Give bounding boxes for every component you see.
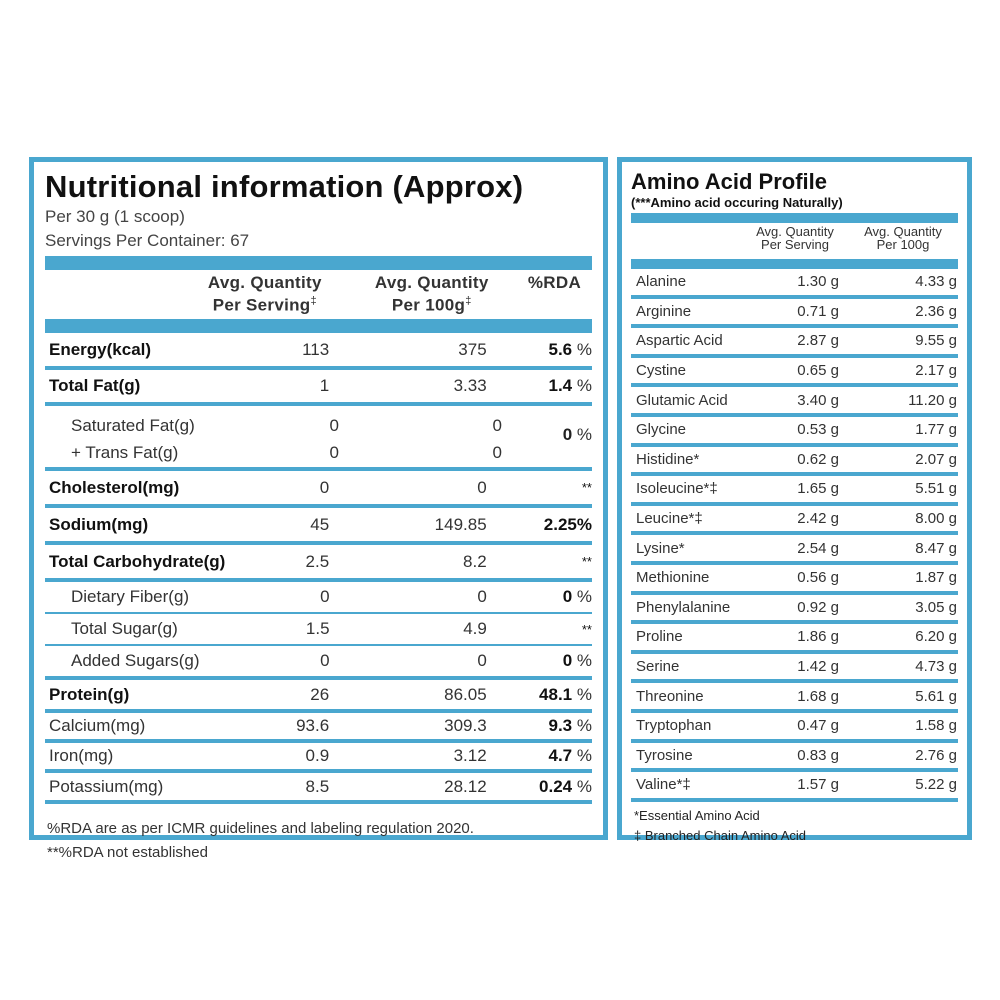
- row-per100: 0: [477, 587, 487, 606]
- row-per100: 86.05: [444, 684, 487, 704]
- row-name: Sodium(mg): [49, 514, 149, 534]
- header-bar-top: [45, 256, 592, 270]
- row-name: Leucine*‡: [636, 510, 703, 528]
- row-serving: 1: [319, 376, 330, 395]
- row-serving: 0.83 g: [797, 746, 839, 764]
- row-name: Potassium(mg): [49, 776, 164, 796]
- table-row: [45, 471, 592, 508]
- row-per100: 11.20 g: [908, 391, 957, 409]
- rda-value: 0: [562, 587, 573, 606]
- amino-acid-panel: [617, 157, 972, 843]
- row-serving: 2.42 g: [797, 510, 839, 528]
- row-per100: 28.12: [444, 776, 487, 796]
- row-rda: [487, 587, 592, 607]
- row-name: Valine*‡: [636, 776, 691, 794]
- row-per100: 3.05 g: [915, 598, 957, 616]
- row-name: Total Fat(g): [49, 376, 141, 395]
- rda-value: 0: [562, 425, 573, 444]
- table-row: [631, 713, 958, 743]
- row-rda: [487, 340, 592, 360]
- row-per100: 5.51 g: [915, 480, 957, 498]
- row-per100: 9.55 g: [915, 332, 957, 350]
- amino-title: Amino Acid Profile: [631, 169, 827, 194]
- row-name: Dietary Fiber(g): [71, 587, 190, 606]
- row-name: Isoleucine*‡: [636, 480, 718, 498]
- table-row: [631, 683, 958, 713]
- row-per100: 4.9: [463, 619, 487, 638]
- row-serving: 1.30 g: [797, 273, 839, 291]
- row-name: Glutamic Acid: [636, 391, 728, 409]
- row-per100: 5.22 g: [915, 776, 957, 794]
- row-name: Alanine: [636, 273, 687, 291]
- row-per100: 1.87 g: [915, 569, 957, 587]
- table-row: [45, 333, 592, 370]
- nutrition-rows: [45, 333, 592, 804]
- serving-size: Per 30 g (1 scoop): [45, 207, 185, 226]
- row-serving: 0.71 g: [797, 302, 839, 320]
- table-row: [631, 535, 958, 565]
- amino-header-bar-top: [631, 213, 958, 223]
- rda-pct: %: [572, 684, 592, 704]
- fat-subgroup: [45, 406, 592, 471]
- rda-value: 0.24: [539, 776, 573, 796]
- table-row: [631, 743, 958, 773]
- row-per100: 6.20 g: [915, 628, 957, 646]
- rda-pct: %: [572, 376, 592, 395]
- row-serving: 0.92 g: [797, 598, 839, 616]
- row-serving: 45: [310, 514, 330, 534]
- row-per100: 3.12: [453, 746, 487, 765]
- header-per-serving-line2: Per Serving: [212, 295, 311, 315]
- table-row: [45, 545, 592, 582]
- amino-subtitle: (***Amino acid occuring Naturally): [631, 195, 843, 210]
- amino-header-bar-bottom: [631, 259, 958, 269]
- footnote-bcaa: ‡ Branched Chain Amino Acid: [634, 827, 806, 843]
- row-serving: 0: [319, 477, 330, 497]
- rda-value: 48.1: [539, 684, 573, 704]
- amino-header-per-serving: [745, 225, 845, 251]
- row-serving: 1.86 g: [797, 628, 839, 646]
- row-serving: 1.42 g: [797, 658, 839, 676]
- row-rda: [487, 480, 592, 495]
- row-per100: 8.00 g: [915, 510, 957, 528]
- table-row: [631, 654, 958, 684]
- header-rda: %RDA: [527, 273, 582, 292]
- row-rda: [487, 651, 592, 671]
- table-row: [631, 772, 958, 802]
- row-name: Cholesterol(mg): [49, 477, 180, 497]
- table-row: [45, 582, 592, 614]
- rda-value: **: [581, 480, 592, 495]
- row-rda: [487, 554, 592, 569]
- fat-subgroup-rda: [483, 425, 592, 445]
- row-serving: 8.5: [305, 776, 330, 796]
- row-per100: 5.61 g: [915, 687, 957, 705]
- row-per100: 2.36 g: [915, 302, 957, 320]
- row-serving: 26: [310, 684, 330, 704]
- row-name: Glycine: [636, 421, 687, 439]
- row-per100: 309.3: [444, 716, 487, 735]
- rda-pct: %: [572, 776, 592, 796]
- amino-footnotes: [631, 806, 958, 846]
- row-name: Iron(mg): [49, 746, 114, 765]
- table-row: [45, 412, 502, 440]
- rda-value: 9.3: [548, 716, 573, 735]
- row-serving: 0: [320, 587, 330, 606]
- row-per100: 375: [458, 339, 487, 359]
- row-name: + Trans Fat(g): [71, 443, 179, 462]
- rda-value: 1.4: [548, 376, 573, 395]
- table-row: [631, 269, 958, 299]
- nutrition-table-header: [45, 270, 592, 319]
- row-serving: 0.9: [305, 746, 330, 765]
- row-name: Saturated Fat(g): [71, 416, 195, 435]
- table-row: [45, 773, 592, 804]
- amino-header-serv-line1: Avg. Quantity: [756, 224, 834, 239]
- table-row: [631, 476, 958, 506]
- amino-table-header: [631, 223, 958, 259]
- row-rda: [487, 777, 592, 797]
- table-row: [45, 508, 592, 545]
- header-per-100g: [357, 273, 507, 315]
- header-per-serving: [185, 273, 345, 315]
- table-row: [631, 299, 958, 329]
- row-name: Histidine*: [636, 450, 700, 468]
- row-per100: 1.58 g: [915, 717, 957, 735]
- row-serving: 0.56 g: [797, 569, 839, 587]
- table-row: [631, 328, 958, 358]
- rda-pct: %: [572, 746, 592, 765]
- row-name: Threonine: [636, 687, 704, 705]
- servings-per-container: Servings Per Container: 67: [45, 231, 250, 250]
- row-name: Methionine: [636, 569, 710, 587]
- row-serving: 113: [302, 339, 330, 359]
- row-serving: 1.68 g: [797, 687, 839, 705]
- rda-value: 5.6: [548, 339, 573, 359]
- row-per100: 0: [477, 477, 487, 497]
- row-serving: 1.5: [305, 619, 330, 638]
- amino-header-per-100g: [853, 225, 953, 251]
- table-row: [45, 680, 592, 713]
- row-name: Calcium(mg): [49, 716, 146, 735]
- rda-pct: %: [572, 587, 592, 606]
- rda-value: 2.25%: [543, 514, 592, 534]
- table-row: [45, 370, 592, 406]
- row-per100: 0: [477, 651, 487, 670]
- table-row: [45, 743, 592, 773]
- header-dagger-2: ‡: [465, 295, 472, 307]
- header-per-100g-line1: Avg. Quantity: [374, 273, 489, 292]
- footnote-rda-source: %RDA are as per ICMR guidelines and labeling regulation 2020.: [47, 820, 474, 837]
- row-rda: [487, 376, 592, 396]
- row-serving: 0: [329, 443, 339, 462]
- row-serving: 0: [329, 416, 339, 435]
- row-serving: 2.87 g: [797, 332, 839, 350]
- table-row: [631, 387, 958, 417]
- row-name: Proline: [636, 628, 683, 646]
- row-name: Lysine*: [636, 539, 685, 557]
- row-name: Tryptophan: [636, 717, 712, 735]
- table-row: [631, 624, 958, 654]
- row-per100: 3.33: [453, 376, 487, 395]
- rda-value: 4.7: [548, 746, 573, 765]
- nutrition-panel: [29, 157, 608, 861]
- rda-value: **: [581, 554, 592, 569]
- amino-header-100-line1: Avg. Quantity: [864, 224, 942, 239]
- row-per100: 2.76 g: [915, 746, 957, 764]
- header-bar-bottom: [45, 319, 592, 333]
- rda-pct: %: [572, 425, 592, 444]
- row-name: Energy(kcal): [49, 339, 152, 359]
- amino-header-serv-line2: Per Serving: [761, 237, 829, 252]
- row-per100: 0: [492, 443, 502, 462]
- nutrition-footnotes: [45, 814, 592, 862]
- table-row: [631, 565, 958, 595]
- row-per100: 2.07 g: [915, 450, 957, 468]
- row-rda: [487, 716, 592, 736]
- table-row: [45, 713, 592, 743]
- row-per100: 8.47 g: [915, 539, 957, 557]
- row-name: Protein(g): [49, 684, 130, 704]
- row-serving: 2.54 g: [797, 539, 839, 557]
- row-serving: 0.53 g: [797, 421, 839, 439]
- header-per-serving-line1: Avg. Quantity: [207, 273, 322, 292]
- row-rda: [487, 515, 592, 535]
- row-per100: 0: [492, 416, 502, 435]
- rda-pct: %: [572, 716, 592, 735]
- row-per100: 4.33 g: [915, 273, 957, 291]
- row-name: Aspartic Acid: [636, 332, 723, 350]
- row-serving: 0.62 g: [797, 450, 839, 468]
- nutrition-title: Nutritional information (Approx): [45, 169, 524, 204]
- row-serving: 93.6: [296, 716, 330, 735]
- amino-header-100-line2: Per 100g: [876, 237, 930, 252]
- row-per100: 4.73 g: [915, 658, 957, 676]
- row-serving: 2.5: [305, 551, 330, 571]
- footnote-rda-not-established: **%RDA not established: [47, 844, 208, 861]
- row-name: Serine: [636, 658, 680, 676]
- row-per100: 8.2: [463, 551, 487, 571]
- table-row: [631, 417, 958, 447]
- header-dagger-1: ‡: [310, 295, 317, 307]
- header-per-100g-line2: Per 100g: [391, 295, 466, 315]
- row-name: Cystine: [636, 362, 687, 380]
- row-name: Total Sugar(g): [71, 619, 178, 638]
- row-per100: 1.77 g: [915, 421, 957, 439]
- row-serving: 1.65 g: [797, 480, 839, 498]
- row-name: Tyrosine: [636, 746, 693, 764]
- rda-pct: %: [572, 339, 592, 359]
- row-serving: 3.40 g: [797, 391, 839, 409]
- rda-value: **: [581, 621, 592, 637]
- table-row: [631, 358, 958, 388]
- row-name: Total Carbohydrate(g): [49, 551, 226, 571]
- row-rda: [487, 746, 592, 766]
- table-row: [45, 439, 502, 467]
- amino-rows: [631, 269, 958, 802]
- row-name: Arginine: [636, 302, 692, 320]
- footnote-essential: *Essential Amino Acid: [634, 807, 760, 823]
- row-rda: [487, 685, 592, 705]
- table-row: [45, 614, 592, 646]
- row-serving: 0.47 g: [797, 717, 839, 735]
- row-serving: 1.57 g: [797, 776, 839, 794]
- rda-pct: %: [572, 651, 592, 670]
- table-row: [45, 646, 592, 680]
- row-serving: 0: [320, 651, 330, 670]
- row-per100: 2.17 g: [915, 362, 957, 380]
- table-row: [631, 506, 958, 536]
- row-per100: 149.85: [434, 514, 487, 534]
- table-row: [631, 447, 958, 477]
- row-serving: 0.65 g: [797, 362, 839, 380]
- row-name: Added Sugars(g): [71, 651, 200, 670]
- rda-value: 0: [562, 651, 573, 670]
- table-row: [631, 595, 958, 625]
- row-name: Phenylalanine: [636, 598, 731, 616]
- row-rda: [487, 622, 592, 637]
